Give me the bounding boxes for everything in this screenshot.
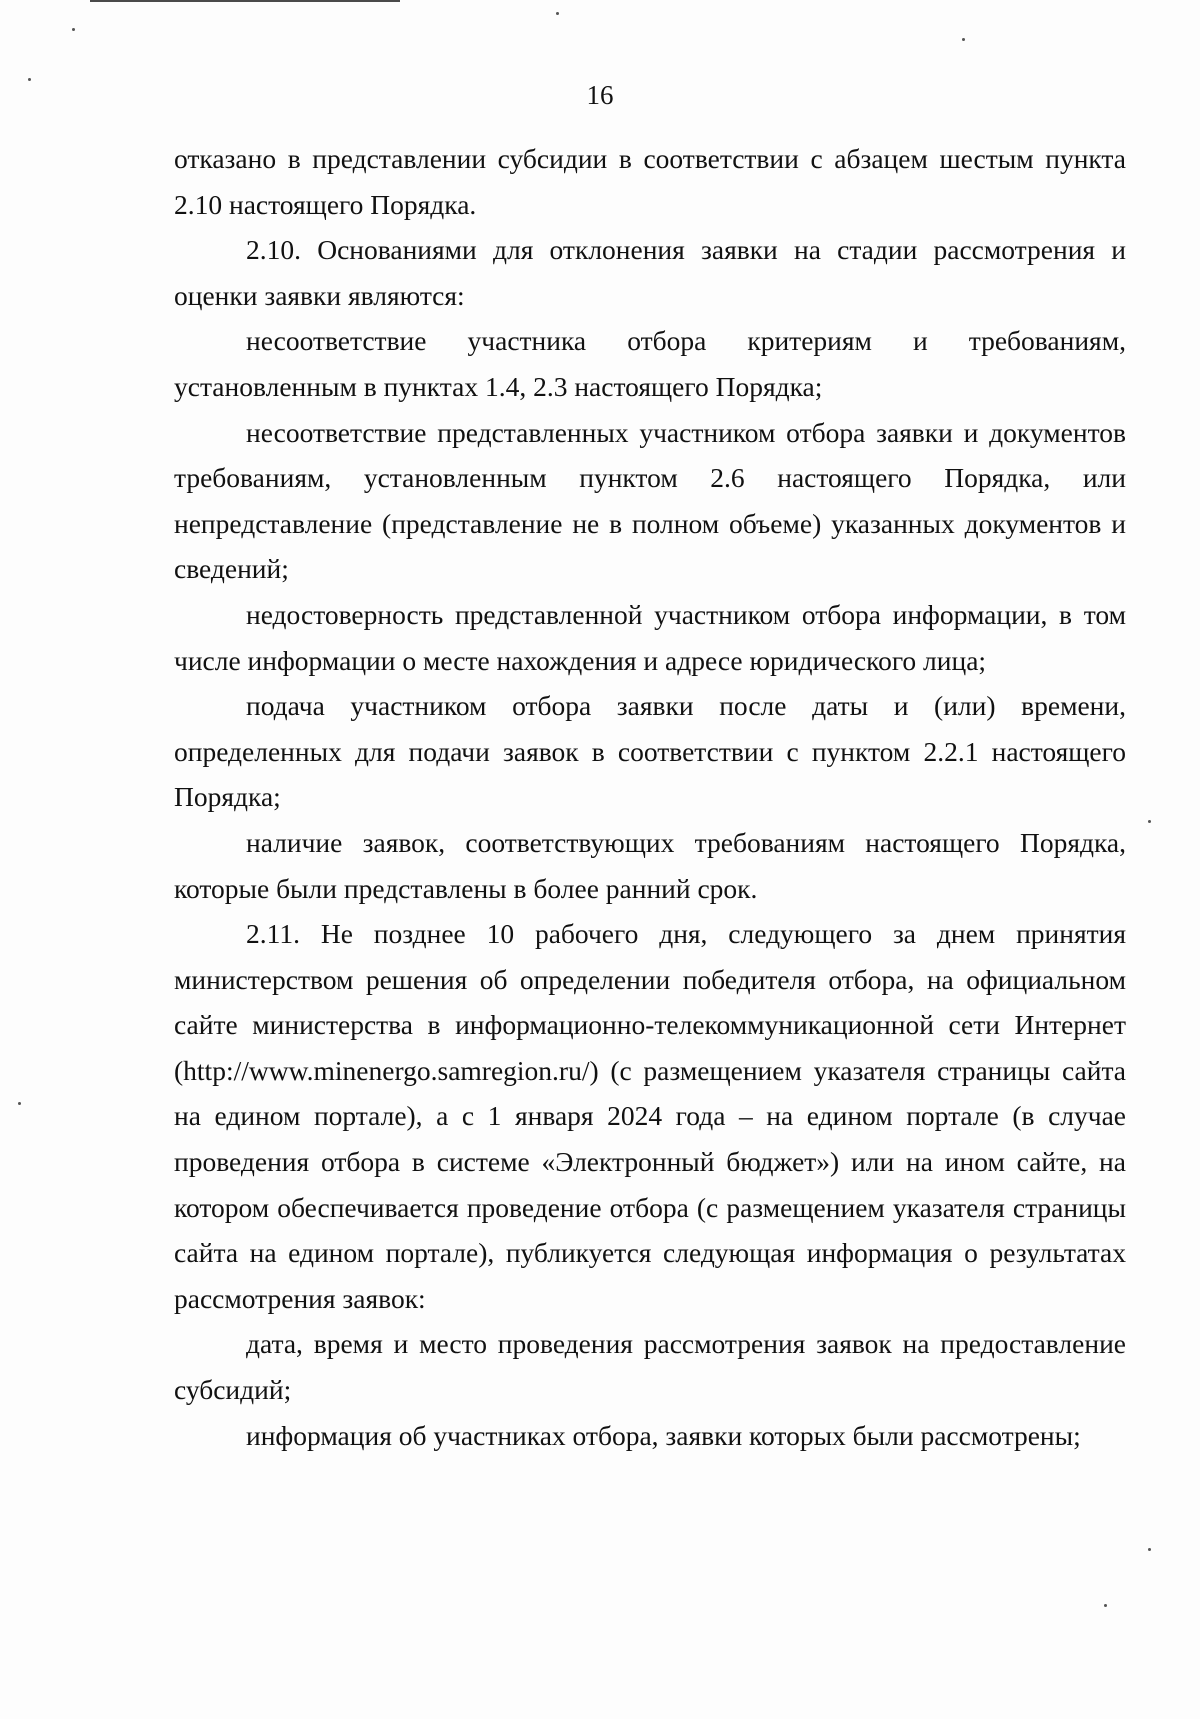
paragraph: несоответствие участника отбора критериям и требованиям, установленным в пунктах 1.4, 2.3 настоящего Порядка;	[174, 325, 1126, 402]
paragraph: 2.10. Основаниями для отклонения заявки на стадии рассмотрения и оценки заявки являются:	[174, 234, 1126, 311]
scan-speck	[1148, 820, 1151, 823]
paragraph: информация об участниках отбора, заявки которых были рассмотрены;	[246, 1419, 1081, 1451]
scan-speck	[962, 38, 965, 41]
paragraph: недостоверность представленной участником отбора информации, в том числе информации о месте нахождения и адресе юридического лица;	[174, 598, 1126, 676]
page-number: 16	[586, 80, 614, 110]
paragraph: отказано в представлении субсидии в соответствии с абзацем шестым пункта 2.10 настоящего Порядка.	[174, 143, 1126, 220]
document-body	[174, 136, 1126, 1458]
scan-speck	[72, 28, 75, 31]
scan-speck	[1104, 1604, 1107, 1607]
scan-top-rule	[90, 0, 400, 2]
scan-speck	[28, 78, 31, 81]
paragraph: несоответствие представленных участником отбора заявки и документов требованиям, установленным пунктом 2.6 настоящего Порядка, или непредставление (представление не в полном объеме) указанных документов и сведений;	[174, 416, 1126, 585]
paragraph: 2.11. Не позднее 10 рабочего дня, следующего за днем принятия министерством решения об определении победителя отбора, на официальном сайте министерства в информационно-телекоммуникационной сети Интернет (http://www.minenergo.samregion.ru/) (с размещением указателя страницы сайта на едином портале), а с 1 января 2024 года – на едином портале (в случае проведения отбора в системе «Электронный бюджет») или на ином сайте, на котором обеспечивается проведение отбора (с размещением указателя страницы сайта на едином портале), публикуется следующая информация о результатах рассмотрения заявок:	[174, 918, 1126, 1314]
scan-speck	[18, 1102, 21, 1105]
paragraph: подача участником отбора заявки после даты и (или) времени, определенных для подачи заявок в соответствии с пунктом 2.2.1 настоящего Порядка;	[174, 690, 1126, 813]
scan-speck	[556, 12, 559, 15]
paragraph: наличие заявок, соответствующих требованиям настоящего Порядка, которые были представлены в более ранний срок.	[174, 826, 1126, 904]
paragraph: дата, время и место проведения рассмотрения заявок на предоставление субсидий;	[174, 1328, 1126, 1406]
scan-speck	[1148, 1548, 1151, 1551]
